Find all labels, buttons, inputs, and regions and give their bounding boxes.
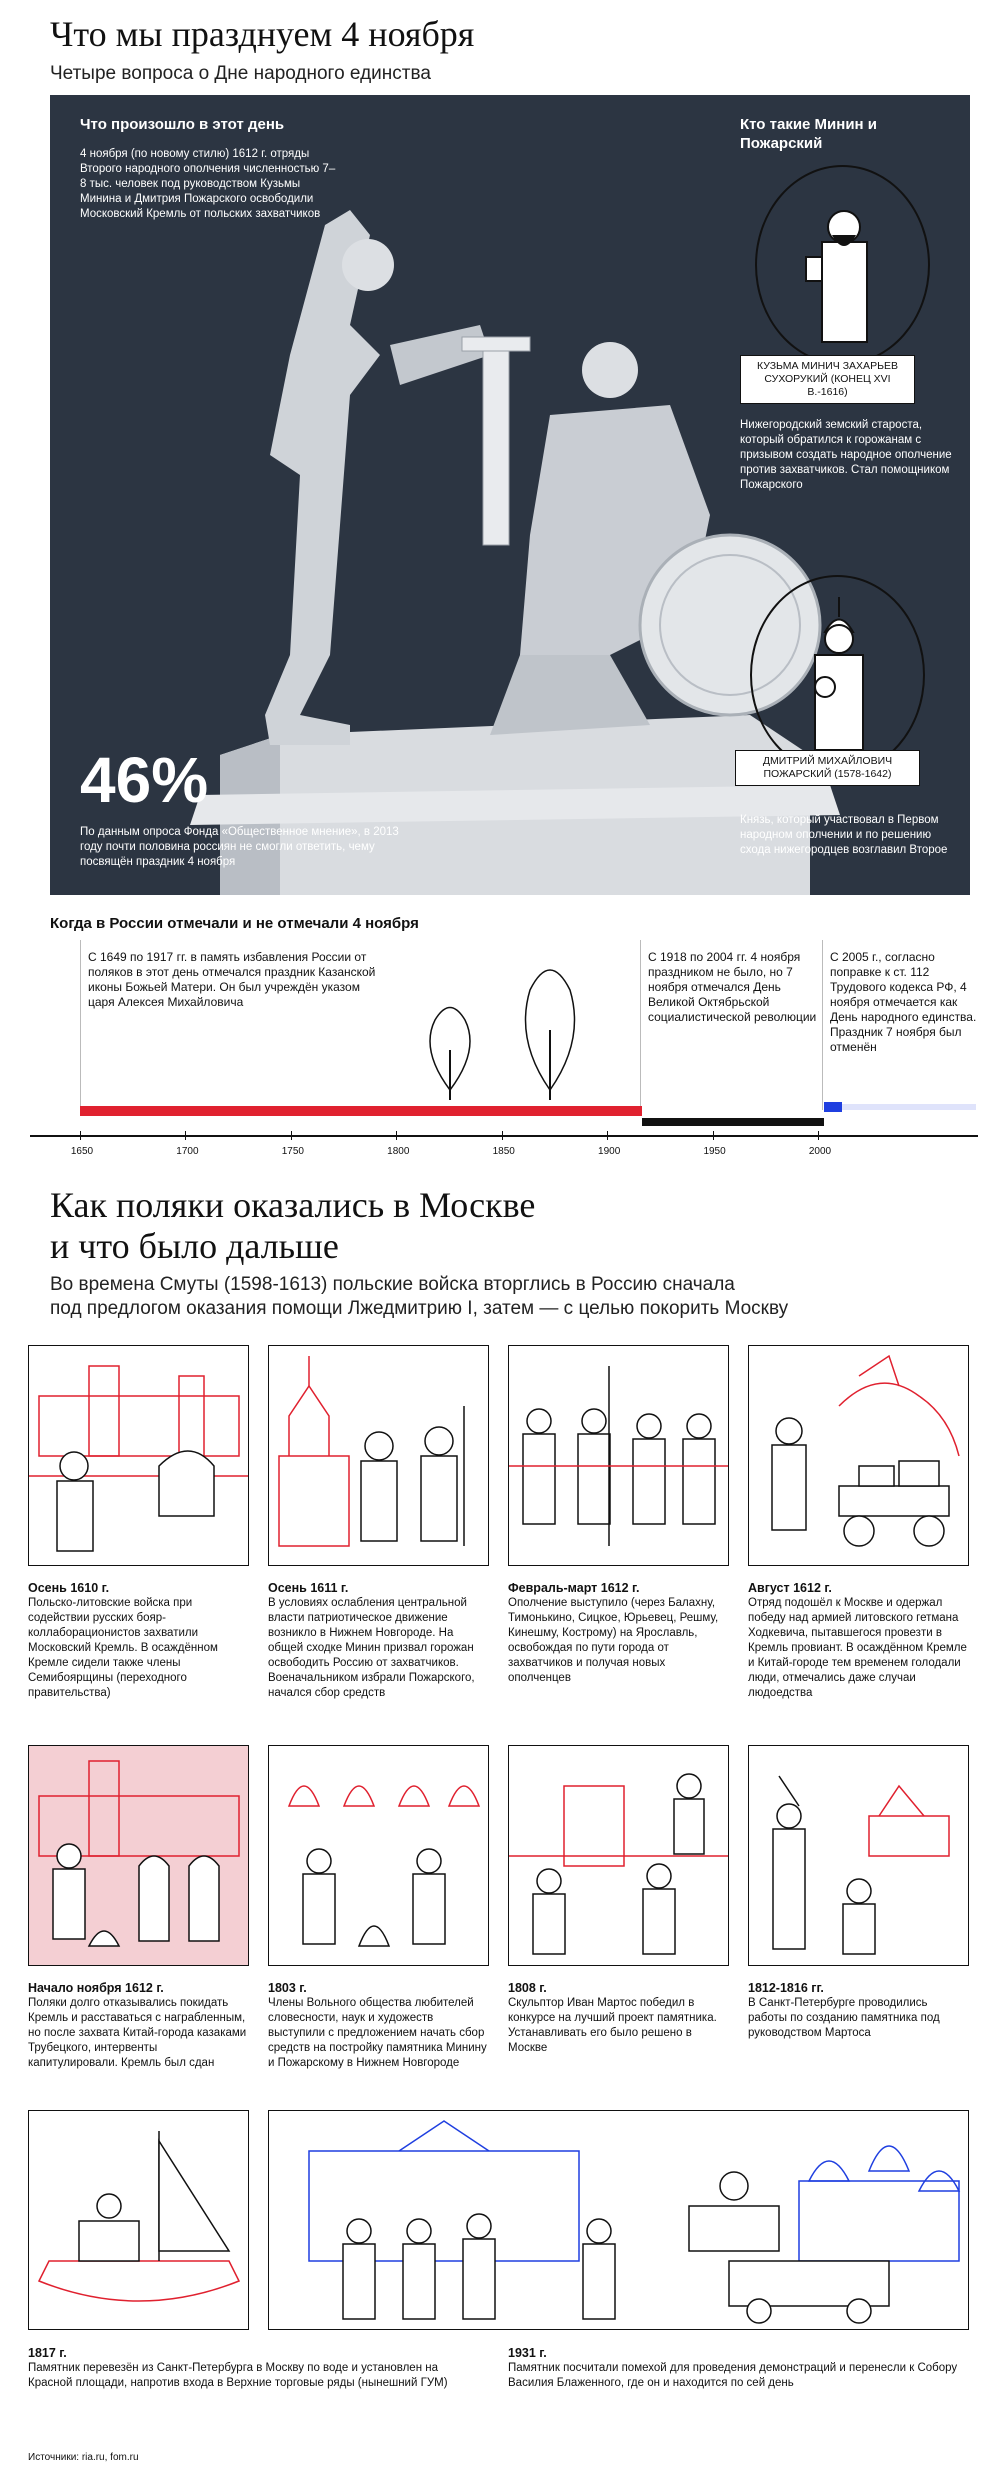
barge-transport-icon xyxy=(29,2111,249,2330)
caption-nov-1612: Начало ноября 1612 г. Поляки долго отказывались покидать Кремль и расставаться с награбленным, но после захвата Китай-города казаками Трубецкого, интервенты капитулировали. Кремль был сдан xyxy=(28,1981,247,2069)
caption-autumn-1610: Осень 1610 г. Польско-литовские войска при содействии русских бояр-коллаборационистов захватили Московский Кремль. В осаждённом Кремле сидели также члены Семибоярщины (переходного правительства) xyxy=(28,1581,218,1699)
panel-1808 xyxy=(508,1745,729,1966)
panel-nov-1612 xyxy=(28,1745,249,1966)
caption-autumn-1611: Осень 1611 г. В условиях ослабления центральной власти патриотическое движение возникло в Нижнем Новгороде. На общей сходке Минин призвал горожан освободить Россию от захватчиков. Военачальником избрали Пожарского, начался сбор средств xyxy=(268,1581,475,1699)
story-intro-line1: Во времена Смуты (1598-1613) польские войска вторглись в Россию сначала xyxy=(50,1274,735,1295)
timeline-period-2: С 1918 по 2004 гг. 4 ноября праздником не было, но 7 ноября отмечался День Великой Октябрьской социалистической революции xyxy=(648,950,817,1024)
caption-1808: 1808 г. Скульптор Иван Мартос победил в конкурсе на лучший проект памятника. Устанавливать его было решено в Москве xyxy=(508,1981,717,2054)
stat-value: 46% xyxy=(80,744,209,816)
timeline-tick-label: 1850 xyxy=(492,1146,515,1157)
panel-autumn-1611 xyxy=(268,1345,489,1566)
timeline-period-1: С 1649 по 1917 гг. в память избавления России от поляков в этот день отмечался праздник Казанской иконы Божьей Матери. Он был учреждён указом царя Алексея Михайловича xyxy=(88,950,376,1009)
timeline-tick-mark xyxy=(80,1131,81,1140)
caption-feb-mar-1612: Февраль-март 1612 г. Ополчение выступило (через Балахну, Тимонькино, Сицкое, Юрьевец, Решму, Кинешму, Кострому) на Ярославль, освобождая по пути города от захватчиков и получая новых ополченцев xyxy=(508,1581,719,1684)
timeline-tick-mark xyxy=(502,1131,503,1140)
timeline-tick-label: 1950 xyxy=(703,1146,726,1157)
pozharsky-description: Князь, который участвовал в Первом народном ополчении и по решению схода нижегородцев возглавил Второе xyxy=(740,814,948,856)
timeline-title: Когда в России отмечали и не отмечали 4 ноября xyxy=(50,915,419,932)
timeline-tick-mark xyxy=(185,1131,186,1140)
timeline-tick-mark xyxy=(713,1131,714,1140)
story-intro-line2: под предлогом оказания помощи Лжедмитрию I, затем — с целью покорить Москву xyxy=(50,1298,789,1319)
church-gathering-icon xyxy=(269,1346,489,1566)
timeline-tick-mark xyxy=(396,1131,397,1140)
panel-feb-mar-1612 xyxy=(508,1345,729,1566)
panel-august-1612 xyxy=(748,1345,969,1566)
page-title: Что мы празднуем 4 ноября xyxy=(50,14,475,54)
timeline-tick-label: 1650 xyxy=(70,1146,94,1157)
stat-description: По данным опроса Фонда «Общественное мнение», в 2013 году почти половина россиян не смогли ответить, чему посвящён праздник 4 ноября xyxy=(80,826,399,868)
caption-august-1612: Август 1612 г. Отряд подошёл к Москве и одержал победу над армией литовского гетмана Ходкевича, пытавшегося провезти в Кремль провиант. В осаждённом Кремле и Китай-городе тем временем голодали люди, отмечались даже случаи людоедства xyxy=(748,1581,967,1699)
caption-1817: 1817 г. Памятник перевезён из Санкт-Петербурга в Москву по воде и установлен на Красной площади, напротив входа в Верхние торговые ряды (нынешний ГУМ) xyxy=(28,2346,448,2389)
panel-autumn-1610 xyxy=(28,1345,249,1566)
what-happened-text: 4 ноября (по новому стилю) 1612 г. отряды Второго народного ополчения численностью 7–8 тыс. человек под руководством Кузьмы Минина и Дмитрия Пожарского освободили Московский Кремль от польских захватчиков xyxy=(80,148,336,220)
story-title-line1: Как поляки оказались в Москве xyxy=(50,1185,536,1225)
timeline-divider xyxy=(822,940,823,1110)
minin-icon xyxy=(802,197,887,347)
timeline-bar-2005 xyxy=(824,1102,842,1112)
timeline-tick-mark xyxy=(291,1131,292,1140)
sources: Источники: ria.ru, fom.ru xyxy=(28,2452,139,2463)
caption-1812-1816: 1812-1816 гг. В Санкт-Петербурге проводились работы по созданию памятника под руководством Мартоса xyxy=(748,1981,940,2039)
hero-panel xyxy=(50,95,970,895)
timeline-tick-label: 2000 xyxy=(808,1146,832,1157)
timeline-bar-present xyxy=(842,1104,976,1110)
story-title-line2: и что было дальше xyxy=(50,1226,339,1266)
caption-1931: 1931 г. Памятник посчитали помехой для проведения демонстраций и перенесли к Собору Василия Блаженного, где он и находится по сей день xyxy=(508,2346,958,2389)
minin-name: КУЗЬМА МИНИЧ ЗАХАРЬЕВ СУХОРУКИЙ (КОНЕЦ XVI В.-1616) xyxy=(740,355,915,404)
minin-portrait-ring xyxy=(755,165,930,365)
who-title: Кто такие Минин и Пожарский xyxy=(740,116,878,152)
caption-1803: 1803 г. Члены Вольного общества любителей словесности, наук и художеств выступили с предложением начать сбор средств на постройку памятника Минину и Пожарскому в Нижнем Новгороде xyxy=(268,1981,487,2069)
red-square-icon xyxy=(269,2111,969,2330)
timeline-tick-mark xyxy=(607,1131,608,1140)
monument-work-icon xyxy=(749,1746,969,1966)
timeline-tick-label: 1750 xyxy=(281,1146,304,1157)
pozharsky-portrait-ring xyxy=(750,575,925,775)
trees-illustration xyxy=(410,950,600,1100)
sculptor-contest-icon xyxy=(509,1746,729,1966)
timeline-divider xyxy=(80,940,81,1110)
panel-1812-1816 xyxy=(748,1745,969,1966)
timeline-tick-label: 1800 xyxy=(387,1146,410,1157)
timeline-period-3: С 2005 г., согласно поправке к ст. 112 Трудового кодекса РФ, 4 ноября отмечается как День народного единства. Праздник 7 ноября был отменён xyxy=(830,950,977,1054)
surrender-icon xyxy=(29,1746,249,1966)
minin-description: Нижегородский земский староста, который обратился к горожанам с призывом создать народное ополчение против захватчиков. Стал помощником Пожарского xyxy=(740,419,952,491)
battle-cart-icon xyxy=(749,1346,969,1566)
panel-1931 xyxy=(268,2110,969,2330)
fundraising-icon xyxy=(269,1746,489,1966)
timeline-bar-1649-1917 xyxy=(80,1106,642,1116)
kremlin-occupation-icon xyxy=(29,1346,249,1566)
timeline-tick-label: 1700 xyxy=(176,1146,199,1157)
pozharsky-name: ДМИТРИЙ МИХАЙЛОВИЧ ПОЖАРСКИЙ (1578-1642) xyxy=(735,750,920,786)
timeline-bar-1918-2004 xyxy=(642,1118,824,1126)
timeline-tick-label: 1900 xyxy=(598,1146,621,1157)
militia-march-icon xyxy=(509,1346,729,1566)
timeline-axis xyxy=(30,1135,978,1137)
page-subtitle: Четыре вопроса о Дне народного единства xyxy=(50,63,431,84)
panel-1803 xyxy=(268,1745,489,1966)
panel-1817 xyxy=(28,2110,249,2330)
what-happened-title: Что произошло в этот день xyxy=(80,116,285,133)
timeline-tick-mark xyxy=(818,1131,819,1140)
pozharsky-icon xyxy=(797,597,882,757)
timeline-divider xyxy=(640,940,641,1110)
